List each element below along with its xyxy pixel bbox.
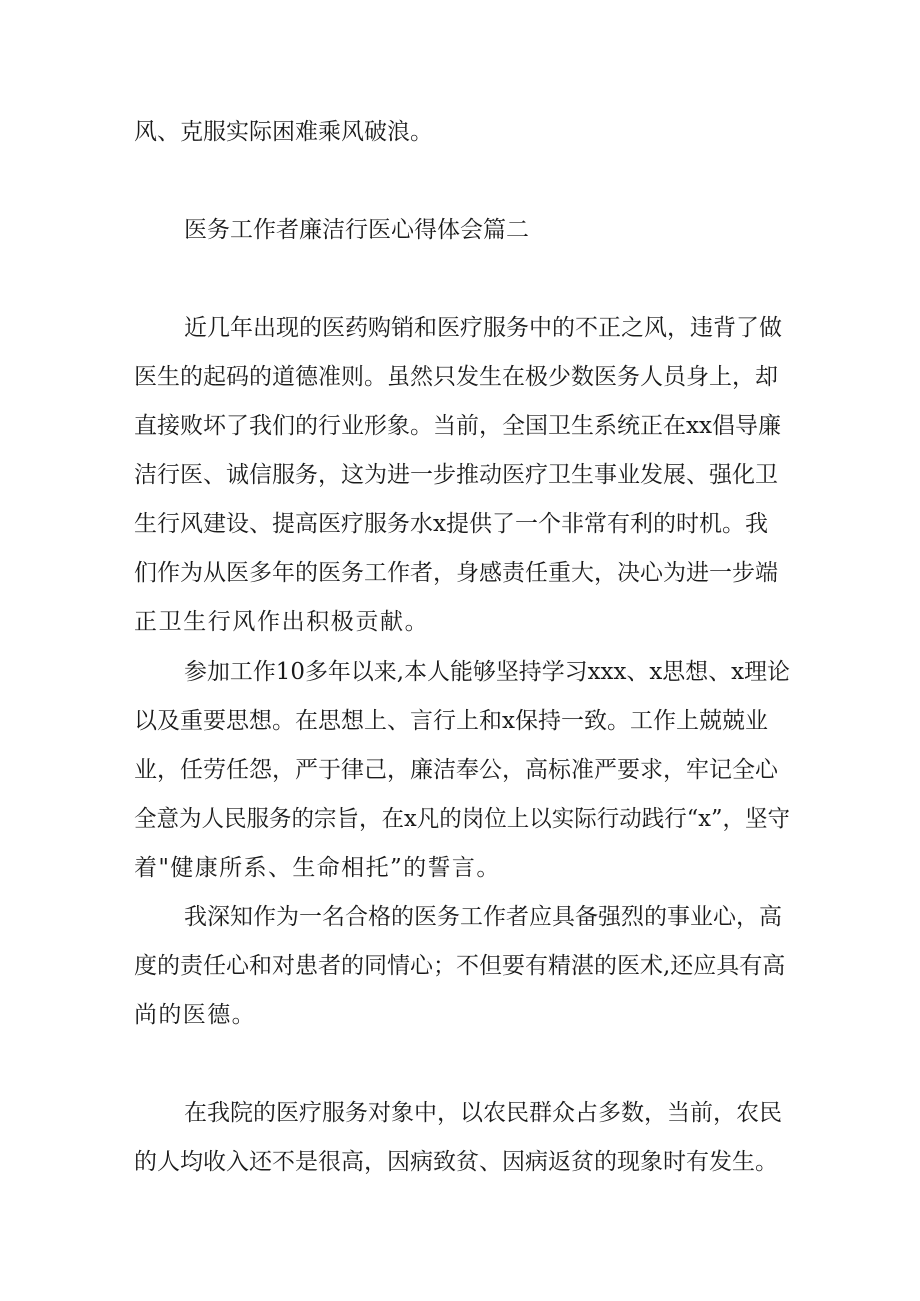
paragraph-line: [0, 308, 920, 348]
paragraph-line-text: 我深知作为一名合格的医务工作者应具备强烈的事业心，高: [184, 904, 782, 930]
paragraph-line-text: 着"健康所系、生命相托”的誓言。: [134, 855, 501, 881]
paragraph-line-text: 在我院的医疗服务对象中，以农民群众占多数，当前，农民: [184, 1100, 782, 1126]
paragraph-line: [0, 602, 920, 642]
continuation-line: [0, 112, 920, 152]
paragraph-line: [0, 848, 920, 888]
paragraph-line: [0, 1142, 920, 1182]
paragraph-line: [0, 652, 920, 692]
paragraph-line: [0, 897, 920, 937]
paragraph-line-text: 以及重要思想。在思想上、言行上和x保持一致。工作上兢兢业: [134, 708, 768, 734]
paragraph-line-text: 直接败坏了我们的行业形象。当前，全国卫生系统正在xx倡导廉: [134, 413, 781, 439]
paragraph-line: [0, 455, 920, 495]
paragraph-line-text: 业，任劳任怨，严于律己，廉洁奉公，高标准严要求，牢记全心: [134, 757, 778, 783]
paragraph-line-text: 的人均收入还不是很高，因病致贫、因病返贫的现象时有发生。: [134, 1149, 778, 1175]
paragraph-line-text: 洁行医、诚信服务，这为进一步推动医疗卫生事业发展、强化卫: [134, 462, 778, 488]
section-heading: [0, 210, 920, 250]
paragraph-line: [0, 946, 920, 986]
paragraph-line: [0, 504, 920, 544]
paragraph-line-text: 近几年出现的医药购销和医疗服务中的不正之风，违背了做: [184, 315, 782, 341]
paragraph-line-text: 生行风建设、提高医疗服务水x提供了一个非常有利的时机。我: [134, 511, 768, 537]
paragraph-line-text: 参加工作10多年以来,本人能够坚持学习xxx、x思想、x理论: [184, 659, 790, 685]
paragraph-line: [0, 1093, 920, 1133]
paragraph-line: [0, 750, 920, 790]
paragraph-line: [0, 406, 920, 446]
paragraph-line: [0, 799, 920, 839]
paragraph-line-text: 们作为从医多年的医务工作者，身感责任重大，决心为进一步端: [134, 560, 778, 586]
paragraph-line-text: 正卫生行风作出积极贡献。: [134, 609, 430, 635]
continuation-text: 风、克服实际困难乘风破浪。: [134, 119, 433, 145]
section-heading-text: 医务工作者廉洁行医心得体会篇二: [184, 217, 529, 243]
paragraph-line: [0, 357, 920, 397]
paragraph-line: [0, 995, 920, 1035]
paragraph-line: [0, 701, 920, 741]
paragraph-line-text: 医生的起码的道德准则。虽然只发生在极少数医务人员身上，却: [134, 364, 778, 390]
paragraph-line-text: 尚的医德。: [134, 1002, 256, 1028]
paragraph-line-text: 度的责任心和对患者的同情心；不但要有精湛的医术,还应具有高: [134, 953, 786, 979]
paragraph-line-text: 全意为人民服务的宗旨，在x凡的岗位上以实际行动践行“x”，坚守: [134, 806, 790, 832]
paragraph-line: [0, 553, 920, 593]
